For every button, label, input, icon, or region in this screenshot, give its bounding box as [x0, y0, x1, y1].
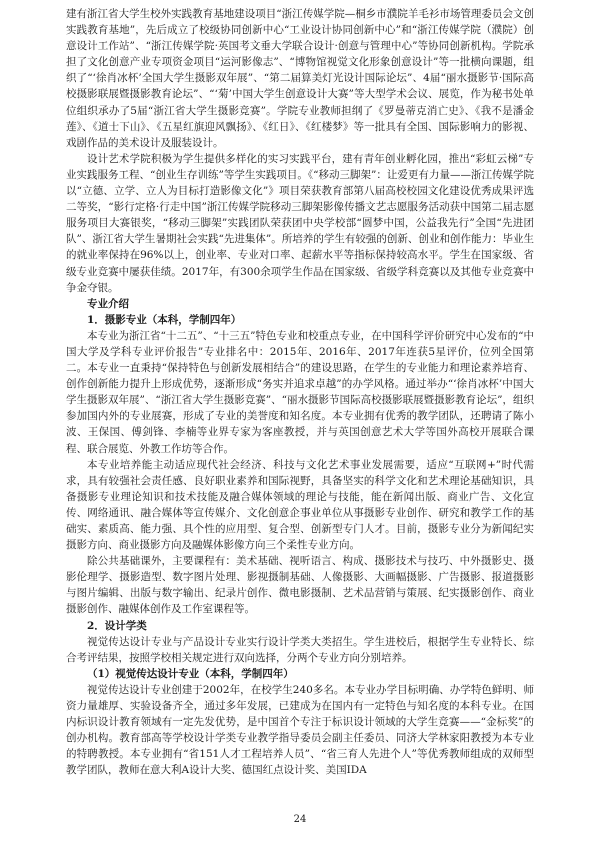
page-number: 24	[293, 814, 307, 825]
heading-photography-major: 1．摄影专业（本科，学制四年）	[87, 313, 242, 326]
paragraph-photography-goals: 本专业培养能主动适应现代社会经济、科技与文化艺术事业发展需要，适应“互联网+”时代需求，具有较强社会责任感、良好职业素养和国际视野，具备坚实的科学文化和艺术理论基础知识，具备摄影专业理论知识和技术技能及融合媒体领域的理论与技能，能在新闻出版、商业广告、文化宣传、网络通讯、融合媒体等宣传媒介、文化创意企事业单位从事摄影专业创作、研究和教学工作的基础实、素质高、能力强、具个性的应用型、复合型、创新型专门人才。目前，摄影专业分为新闻纪实摄影方向、商业摄影方向及融媒体影像方向三个柔性专业方向。	[66, 458, 534, 552]
paragraph-practice-bases: 建有浙江省大学生校外实践教育基地建设项目“浙江传媒学院—桐乡市濮院羊毛衫市场管理委员会文创实践教育基地”，先后成立了校级协同创新中心“工业设计协同创新中心”和“浙江传媒学院（濮院）创意设计工作站”、“浙江传媒学院·英国考文垂大学联合设计·创意与管理中心”等协同创新机构。学院承担了文化创意产业专项资金项目“运河影像志”、“博物馆视觉文化形象创意设计”等一批横向课题，组织了“‘徐肖冰杯’全国大学生摄影双年展”、“第二届算美灯光设计国际论坛”、4届“丽水摄影节·国际高校摄影联展暨摄影教育论坛”、“‘菊’中国大学生创意设计大赛”等大型学术会议、展览，作为秘书处单位组织承办了5届“浙江省大学生摄影竞赛”。学院专业教师担纲了《罗曼蒂克消亡史》、《我不是潘金莲》、《道士下山》、《五星红旗迎风飘扬》、《红日》、《红楼梦》等一批具有全国、国际影响力的影视、戏剧作品的美术设计及服装设计。	[66, 8, 534, 149]
section-heading-major-intro: 专业介绍	[87, 297, 129, 310]
paragraph-photography-courses: 除公共基础课外，主要课程有：美术基础、视听语言、构成、摄影技术与技巧、中外摄影史、摄影伦理学、摄影造型、数字图片处理、影视摄制基础、人像摄影、大画幅摄影、广告摄影、报道摄影与图片编辑、出版与数字输出、纪录片创作、微电影摄制、艺术品营销与策展、纪实摄影创作、商业摄影创作、融媒体创作及工作室课程等。	[66, 555, 534, 616]
paragraph-design-enrollment: 视觉传达设计专业与产品设计专业实行设计学类大类招生。学生进校后，根据学生专业特长、综合考评结果，按照学校相关规定进行双向选择，分两个专业方向分别培养。	[66, 635, 534, 664]
paragraph-internship-platforms: 设计艺术学院积极为学生提供多样化的实习实践平台，建有青年创业孵化园，推出“彩虹云梯”专业实践服务工程、“创业生存训练”等学生实践项目。《“移动三脚架”：让爱更有力量——浙江传媒学院以“立德、立学、立人为目标打造影像文化”》项目荣获教育部第八届高校校园文化建设优秀成果评选二等奖，“影行定格·行走中国”浙江传媒学院移动三脚架影像传播文艺志愿服务活动获中国第二届志愿服务项目大赛银奖，“移动三脚架”实践团队荣获团中央学校部“圆梦中国，公益我先行”全国“先进团队”、浙江省大学生暑期社会实践“先进集体”。所培养的学生有较强的创新、创业和创作能力：毕业生的就业率保持在96%以上，创业率、专业对口率、起薪水平等指标保持较高水平。学生在国家级、省级专业竞赛中屡获佳绩。2017年，有300余项学生作品在国家级、省级学科竞赛以及其他专业竞赛中争金夺银。	[66, 152, 534, 294]
heading-visual-communication-major: （1）视觉传达设计专业（本科，学制四年）	[87, 667, 294, 680]
paragraph-visual-communication-overview: 视觉传达设计专业创建于2002年，在校学生240多名。本专业办学目标明确、办学特色鲜明、师资力量雄厚、实验设备齐全，通过多年发展，已建成为在国内有一定特色与知名度的本科专业。在国内标识设计教育领域有一定先发优势，是中国首个专注于标识设计领域的大学生竞赛——“金标奖”的创办机构。教育部高等学校设计学类专业教学指导委员会副主任委员、同济大学林家阳教授为本专业的特聘教授。本专业拥有“省151人才工程培养人员”、“省三育人先进个人”等优秀教师组成的双师型教学团队，教师在意大利A设计大奖、德国红点设计奖、美国IDA	[66, 683, 534, 777]
heading-design-category: 2．设计学类	[87, 619, 147, 632]
paragraph-photography-overview: 本专业为浙江省“十二五”、“十三五”特色专业和校重点专业，在中国科学评价研究中心发布的“中国大学及学科专业评价报告”专业排名中：2015年、2016年、2017年连获5星评价，位列全国第二。本专业一直秉持“保持特色与创新发展相结合”的建设思路，在学生的专业能力和理论素养培育、创作创新能力提升上形成优势，逐渐形成“务实并追求卓越”的办学风格。通过举办“‘徐肖冰杯’中国大学生摄影双年展”、“浙江省大学生摄影竞赛”、“丽水摄影节国际高校摄影联展暨摄影教育论坛”，组织参加国内外的专业展赛，形成了专业的美誉度和知名度。本专业拥有优秀的教学团队，还聘请了陈小波、王保国、傅剑锋、李楠等业界专家为客座教授，并与英国创意艺术大学等国外高校开展联合课程、联合展览、外教工作坊等合作。	[66, 329, 534, 455]
